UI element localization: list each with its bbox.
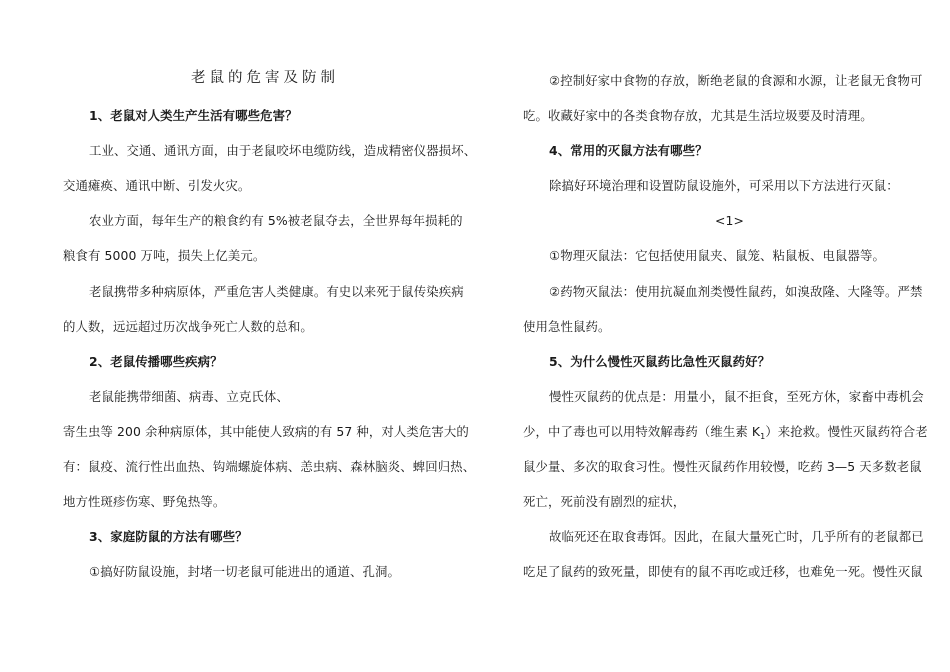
paragraph-line: 交通瘫痪、通讯中断、引发火灾。 <box>63 178 251 193</box>
text-span: ）来抢救。慢性灭鼠药符合老 <box>765 424 928 439</box>
paragraph-line: ②控制好家中食物的存放，断绝老鼠的食源和水源，让老鼠无食物可 <box>549 73 923 88</box>
list-marker: <1> <box>715 213 744 228</box>
paragraph-line: 寄生虫等 200 余种病原体，其中能使人致病的有 57 种，对人类危害大的 <box>63 424 469 439</box>
paragraph-line: ①搞好防鼠设施，封堵一切老鼠可能进出的通道、孔洞。 <box>89 564 400 579</box>
heading-5: 5、为什么慢性灭鼠药比急性灭鼠药好？ <box>549 354 771 369</box>
paragraph-line: 老鼠携带多种病原体，严重危害人类健康。有史以来死于鼠传染疾病 <box>89 284 464 299</box>
heading-2: 2、老鼠传播哪些疾病？ <box>89 354 223 369</box>
left-column <box>63 0 477 672</box>
document-title: 老鼠的危害及防制 <box>191 70 339 86</box>
paragraph-line: 粮食有 5000 万吨，损失上亿美元。 <box>63 248 266 263</box>
paragraph-line: ①物理灭鼠法：它包括使用鼠夹、鼠笼、粘鼠板、电鼠器等。 <box>549 248 885 263</box>
heading-3: 3、家庭防鼠的方法有哪些？ <box>89 529 248 544</box>
paragraph-line: 使用急性鼠药。 <box>523 319 611 334</box>
paragraph-line: 有：鼠疫、流行性出血热、钩端螺旋体病、恙虫病、森林脑炎、蜱回归热、 <box>63 459 476 474</box>
paragraph-line: ②药物灭鼠法：使用抗凝血剂类慢性鼠药，如溴敌隆、大隆等。严禁 <box>549 284 923 299</box>
paragraph-line: 老鼠能携带细菌、病毒、立克氏体、 <box>89 389 289 404</box>
right-column <box>523 0 928 672</box>
paragraph-line: 吃。收藏好家中的各类食物存放，尤其是生活垃圾要及时清理。 <box>523 108 873 123</box>
subscript: 1 <box>760 432 766 441</box>
paragraph-line: 慢性灭鼠药的优点是：用量小，鼠不拒食，至死方休，家畜中毒机会 <box>549 389 924 404</box>
paragraph-line: 故临死还在取食毒饵。因此，在鼠大量死亡时，几乎所有的老鼠都已 <box>549 529 924 544</box>
text-span: 少，中了毒也可以用特效解毒药（维生素 K <box>523 424 761 439</box>
paragraph-line: 的人数，远远超过历次战争死亡人数的总和。 <box>63 319 313 334</box>
paragraph-line: 鼠少量、多次的取食习性。慢性灭鼠药作用较慢，吃药 3—5 天多数老鼠 <box>523 459 922 474</box>
paragraph-line: 地方性斑疹伤寒、野兔热等。 <box>63 494 226 509</box>
heading-1: 1、老鼠对人类生产生活有哪些危害？ <box>89 108 298 123</box>
heading-4: 4、常用的灭鼠方法有哪些？ <box>549 143 708 158</box>
paragraph-line: 工业、交通、通讯方面，由于老鼠咬坏电缆防线，造成精密仪器损坏、 <box>89 143 477 158</box>
paragraph-line: 农业方面，每年生产的粮食约有 5%被老鼠夺去，全世界每年损耗的 <box>89 213 463 228</box>
paragraph-line: 吃足了鼠药的致死量，即使有的鼠不再吃或迁移，也难免一死。慢性灭鼠 <box>523 564 923 579</box>
paragraph-line: 除搞好环境治理和设置防鼠设施外，可采用以下方法进行灭鼠： <box>549 178 899 193</box>
paragraph-line <box>523 422 928 447</box>
paragraph-line: 死亡，死前没有剧烈的症状， <box>523 494 686 509</box>
